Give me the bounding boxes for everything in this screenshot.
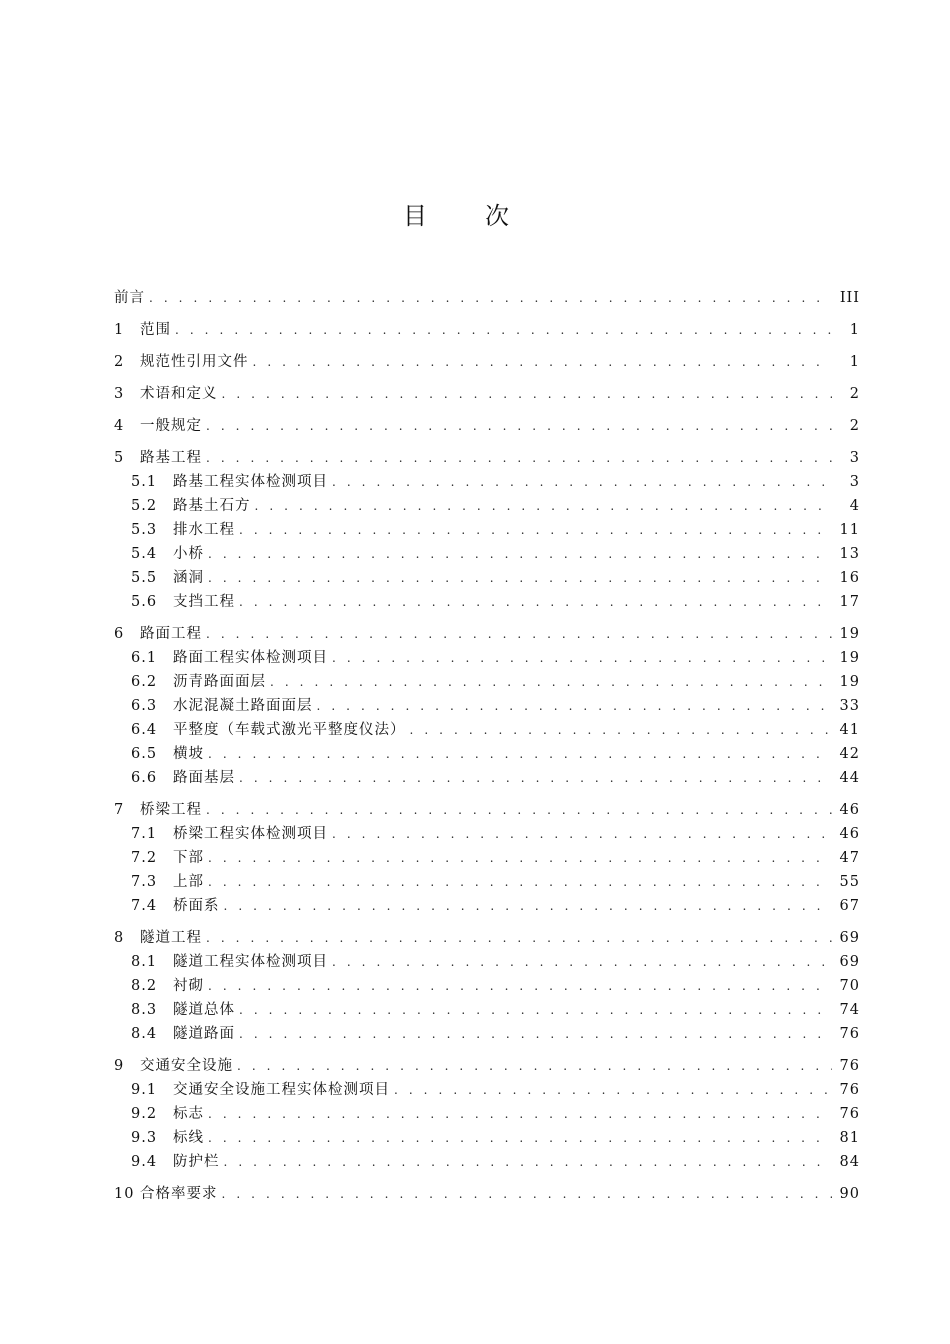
dot-leader xyxy=(317,694,833,718)
toc-title: 隧道总体 xyxy=(173,1002,235,1018)
toc-number: 3 xyxy=(114,386,125,402)
toc-subentry[interactable] xyxy=(114,870,860,894)
toc-entry[interactable] xyxy=(114,286,860,310)
toc-page-number: 16 xyxy=(839,570,860,586)
toc-number: 10 xyxy=(114,1186,135,1202)
toc-number: 6.5 xyxy=(131,746,158,762)
toc-title: 排水工程 xyxy=(173,522,235,538)
toc-page-number: 33 xyxy=(839,698,860,714)
toc-page-number: 76 xyxy=(839,1026,860,1042)
toc-subentry[interactable] xyxy=(114,974,860,998)
dot-leader xyxy=(239,1022,832,1046)
toc-title: 下部 xyxy=(173,850,204,866)
toc-title: 桥面系 xyxy=(173,898,220,914)
toc-subentry[interactable] xyxy=(114,566,860,590)
table-of-contents xyxy=(114,286,860,1206)
dot-leader xyxy=(224,1150,833,1174)
toc-subentry[interactable] xyxy=(114,1078,860,1102)
toc-subentry[interactable] xyxy=(114,846,860,870)
toc-entry[interactable] xyxy=(114,342,860,374)
toc-number: 6.3 xyxy=(131,698,158,714)
toc-page-number: 70 xyxy=(839,978,860,994)
toc-title: 隧道工程 xyxy=(140,930,202,946)
toc-number: 9.2 xyxy=(131,1106,158,1122)
toc-page-number: III xyxy=(839,290,860,306)
toc-page-number: 19 xyxy=(839,650,860,666)
toc-title: 术语和定义 xyxy=(140,386,218,402)
toc-number: 8.3 xyxy=(131,1002,158,1018)
toc-number: 7.1 xyxy=(131,826,158,842)
toc-number: 5.4 xyxy=(131,546,158,562)
toc-title: 水泥混凝土路面面层 xyxy=(173,698,313,714)
toc-title: 隧道工程实体检测项目 xyxy=(173,954,328,970)
toc-title: 路基土石方 xyxy=(173,498,251,514)
toc-number: 9.1 xyxy=(131,1082,158,1098)
toc-number: 5.3 xyxy=(131,522,158,538)
toc-page-number: 44 xyxy=(839,770,860,786)
toc-subentry[interactable] xyxy=(114,894,860,918)
dot-leader xyxy=(208,1126,832,1150)
toc-entry[interactable] xyxy=(114,918,860,950)
toc-entry[interactable] xyxy=(114,1046,860,1078)
toc-page-number: 46 xyxy=(839,802,860,818)
dot-leader xyxy=(206,622,832,646)
toc-title: 小桥 xyxy=(173,546,204,562)
toc-subentry[interactable] xyxy=(114,998,860,1022)
toc-page-number: 76 xyxy=(839,1058,860,1074)
dot-leader xyxy=(270,670,832,694)
toc-number: 1 xyxy=(114,322,125,338)
toc-page-number: 76 xyxy=(839,1082,860,1098)
toc-page-number: 69 xyxy=(839,954,860,970)
toc-subentry[interactable] xyxy=(114,718,860,742)
toc-number: 8 xyxy=(114,930,125,946)
toc-number: 6.4 xyxy=(131,722,158,738)
dot-leader xyxy=(239,518,832,542)
toc-subentry[interactable] xyxy=(114,590,860,614)
toc-page-number: 84 xyxy=(839,1154,860,1170)
toc-number: 5.5 xyxy=(131,570,158,586)
toc-number: 4 xyxy=(114,418,125,434)
toc-number: 8.4 xyxy=(131,1026,158,1042)
toc-title: 规范性引用文件 xyxy=(140,354,249,370)
toc-title: 桥梁工程 xyxy=(140,802,202,818)
dot-leader xyxy=(332,950,832,974)
dot-leader xyxy=(332,822,832,846)
toc-title: 交通安全设施工程实体检测项目 xyxy=(173,1082,390,1098)
toc-page-number: 41 xyxy=(839,722,860,738)
toc-subentry[interactable] xyxy=(114,542,860,566)
toc-entry[interactable] xyxy=(114,1174,860,1206)
dot-leader xyxy=(239,590,832,614)
dot-leader xyxy=(208,742,832,766)
toc-page-number: 42 xyxy=(839,746,860,762)
toc-title: 隧道路面 xyxy=(173,1026,235,1042)
toc-page-number: 69 xyxy=(839,930,860,946)
dot-leader xyxy=(208,542,832,566)
toc-number: 8.2 xyxy=(131,978,158,994)
toc-subentry[interactable] xyxy=(114,950,860,974)
toc-entry[interactable] xyxy=(114,614,860,646)
toc-page-number: 2 xyxy=(849,386,860,402)
toc-title: 路面工程 xyxy=(140,626,202,642)
toc-title: 合格率要求 xyxy=(140,1186,218,1202)
toc-entry[interactable] xyxy=(114,374,860,406)
toc-subentry[interactable] xyxy=(114,494,860,518)
toc-number: 5.1 xyxy=(131,474,158,490)
toc-page-number: 67 xyxy=(839,898,860,914)
dot-leader xyxy=(222,1182,833,1206)
toc-title: 桥梁工程实体检测项目 xyxy=(173,826,328,842)
page-title: 目次 xyxy=(403,202,567,230)
toc-title: 上部 xyxy=(173,874,204,890)
dot-leader xyxy=(332,646,832,670)
toc-title: 路面基层 xyxy=(173,770,235,786)
toc-subentry[interactable] xyxy=(114,670,860,694)
toc-number: 5 xyxy=(114,450,125,466)
toc-page-number: 11 xyxy=(839,522,860,538)
toc-number: 7.4 xyxy=(131,898,158,914)
toc-page-number: 2 xyxy=(849,418,860,434)
dot-leader xyxy=(394,1078,832,1102)
dot-leader xyxy=(255,494,833,518)
toc-page-number: 90 xyxy=(839,1186,860,1202)
toc-subentry[interactable] xyxy=(114,694,860,718)
toc-title: 平整度（车载式激光平整度仪法） xyxy=(173,722,406,738)
toc-title: 标志 xyxy=(173,1106,204,1122)
toc-title: 横坡 xyxy=(173,746,204,762)
dot-leader xyxy=(208,566,832,590)
toc-title: 支挡工程 xyxy=(173,594,235,610)
toc-entry[interactable] xyxy=(114,438,860,470)
dot-leader xyxy=(332,470,832,494)
toc-page-number: 47 xyxy=(839,850,860,866)
toc-page-number: 81 xyxy=(839,1130,860,1146)
dot-leader xyxy=(208,1102,832,1126)
toc-number: 2 xyxy=(114,354,125,370)
dot-leader xyxy=(206,446,832,470)
toc-page-number: 19 xyxy=(839,674,860,690)
toc-title: 交通安全设施 xyxy=(140,1058,233,1074)
toc-number: 6.2 xyxy=(131,674,158,690)
toc-page-number: 13 xyxy=(839,546,860,562)
toc-title: 标线 xyxy=(173,1130,204,1146)
dot-leader xyxy=(208,870,832,894)
toc-title: 路基工程实体检测项目 xyxy=(173,474,328,490)
toc-subentry[interactable] xyxy=(114,1150,860,1174)
toc-number: 6.1 xyxy=(131,650,158,666)
toc-subentry[interactable] xyxy=(114,822,860,846)
toc-number: 6.6 xyxy=(131,770,158,786)
toc-number: 7.2 xyxy=(131,850,158,866)
dot-leader xyxy=(149,286,832,310)
toc-subentry[interactable] xyxy=(114,742,860,766)
toc-page-number: 4 xyxy=(849,498,860,514)
toc-title: 路面工程实体检测项目 xyxy=(173,650,328,666)
toc-number: 7.3 xyxy=(131,874,158,890)
toc-page-number: 3 xyxy=(849,450,860,466)
toc-page-number: 19 xyxy=(839,626,860,642)
toc-number: 6 xyxy=(114,626,125,642)
dot-leader xyxy=(206,414,832,438)
toc-page-number: 55 xyxy=(839,874,860,890)
toc-page-number: 74 xyxy=(839,1002,860,1018)
toc-subentry[interactable] xyxy=(114,766,860,790)
toc-subentry[interactable] xyxy=(114,1126,860,1150)
toc-page-number: 3 xyxy=(849,474,860,490)
toc-entry[interactable] xyxy=(114,790,860,822)
toc-subentry[interactable] xyxy=(114,646,860,670)
toc-number: 5.6 xyxy=(131,594,158,610)
toc-number: 5.2 xyxy=(131,498,158,514)
dot-leader xyxy=(222,382,833,406)
toc-entry[interactable] xyxy=(114,310,860,342)
toc-subentry[interactable] xyxy=(114,470,860,494)
toc-entry[interactable] xyxy=(114,406,860,438)
toc-number: 7 xyxy=(114,802,125,818)
dot-leader xyxy=(208,846,832,870)
dot-leader xyxy=(239,766,832,790)
toc-title: 衬砌 xyxy=(173,978,204,994)
toc-title: 范围 xyxy=(140,322,171,338)
dot-leader xyxy=(253,350,833,374)
toc-title: 前言 xyxy=(114,290,145,306)
dot-leader xyxy=(206,926,832,950)
dot-leader xyxy=(410,718,833,742)
toc-title: 沥青路面面层 xyxy=(173,674,266,690)
toc-number: 8.1 xyxy=(131,954,158,970)
toc-title: 一般规定 xyxy=(140,418,202,434)
toc-page-number: 17 xyxy=(839,594,860,610)
dot-leader xyxy=(208,974,832,998)
dot-leader xyxy=(237,1054,832,1078)
toc-page-number: 76 xyxy=(839,1106,860,1122)
toc-title: 防护栏 xyxy=(173,1154,220,1170)
toc-subentry[interactable] xyxy=(114,1022,860,1046)
dot-leader xyxy=(175,318,832,342)
toc-page-number: 46 xyxy=(839,826,860,842)
toc-number: 9.3 xyxy=(131,1130,158,1146)
dot-leader xyxy=(206,798,832,822)
dot-leader xyxy=(239,998,832,1022)
toc-page-number: 1 xyxy=(849,322,860,338)
toc-title: 路基工程 xyxy=(140,450,202,466)
toc-number: 9 xyxy=(114,1058,125,1074)
toc-number: 9.4 xyxy=(131,1154,158,1170)
toc-subentry[interactable] xyxy=(114,518,860,542)
dot-leader xyxy=(224,894,833,918)
toc-page-number: 1 xyxy=(849,354,860,370)
toc-title: 涵洞 xyxy=(173,570,204,586)
toc-subentry[interactable] xyxy=(114,1102,860,1126)
